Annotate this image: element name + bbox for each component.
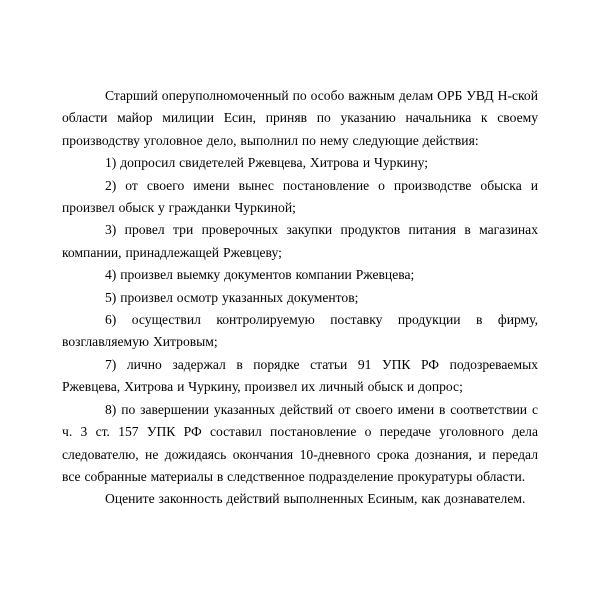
paragraph-item-2: 2) от своего имени вынес постановление о производстве обыска и произвел обыск у гражданки Чуркиной; [62, 177, 538, 216]
paragraph-item-1: 1) допросил свидетелей Ржевцева, Хитрова и Чуркину; [105, 155, 428, 171]
document-page [62, 85, 538, 511]
paragraph-item-3: 3) провел три проверочных закупки продуктов питания в магазинах компании, принадлежащей Ржевцеву; [62, 222, 538, 260]
paragraph-item-7: 7) лично задержал в порядке статьи 91 УПК РФ подозреваемых Ржевцева, Хитрова и Чуркину, произвел их личный обыск и допрос; [62, 356, 538, 395]
paragraph-item-4: 4) произвел выемку документов компании Ржевцева; [105, 267, 415, 283]
paragraph-item-8: 8) по завершении указанных действий от своего имени в соответствии с ч. 3 ст. 157 УПК РФ составил постановление о передаче уголовного дела следователю, не дожидаясь окончания 10-дневного срока дознания, и передал все собранные материалы в следственное подразделение прокуратуры области. [62, 401, 538, 484]
paragraph-assignment: Оцените законность действий выполненных Есиным, как дознавателем. [105, 491, 526, 507]
paragraph-item-5: 5) произвел осмотр указанных документов; [105, 289, 359, 305]
paragraph-item-6: 6) осуществил контролируемую поставку продукции в фирму, возглавляемую Хитровым; [62, 312, 538, 350]
paragraph-intro: Старший оперуполномоченный по особо важным делам ОРБ УВД Н-ской области майор милиции Есин, приняв по указанию начальника к своему производству уголовное дело, выполнил по нему следующие действия: [62, 88, 538, 148]
